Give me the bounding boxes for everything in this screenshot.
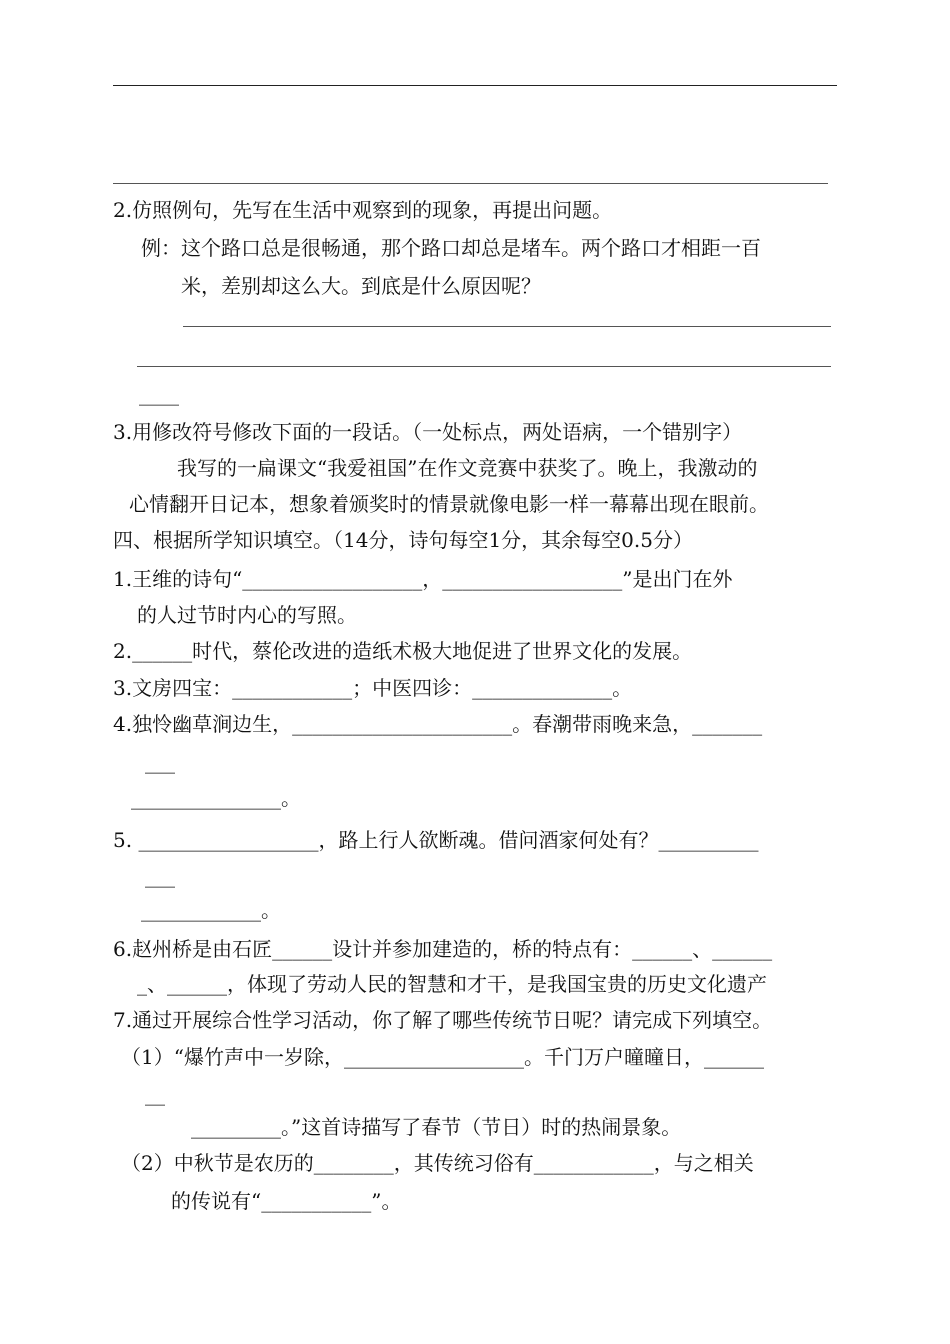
answer-line[interactable] (183, 326, 831, 327)
item-7-2: （2）中秋节是农历的________，其传统习俗有____________，与之相关 (121, 1151, 754, 1175)
item-5-cont: ___ (145, 864, 175, 888)
item-7-1: （1）“爆竹声中一岁除，__________________。千门万户曈曈日，______ (121, 1045, 764, 1069)
item-7-1-cont: __ (145, 1082, 165, 1106)
item-4: 4.独怜幽草涧边生，______________________。春潮带雨晚来急，_______ (113, 712, 763, 736)
item-1-cont: 的人过节时内心的写照。 (137, 603, 357, 627)
item-6: 6.赵州桥是由石匠______设计并参加建造的，桥的特点有：______、______ (113, 937, 773, 961)
item-7-1-cont2: _________。”这首诗描写了春节（节日）时的热闹景象。 (191, 1115, 682, 1139)
question-2-example: 例：这个路口总是很畅通，那个路口却总是堵车。两个路口才相距一百 (141, 236, 761, 260)
answer-line (113, 183, 828, 184)
header-rule (113, 85, 837, 86)
answer-line-tail: ____ (139, 382, 179, 406)
question-2-prompt: 2.仿照例句，先写在生活中观察到的现象，再提出问题。 (113, 198, 613, 222)
item-4-cont: ___ (145, 750, 175, 774)
item-3: 3.文房四宝：____________；中医四诊：______________。 (113, 676, 633, 700)
item-7-prompt: 7.通过开展综合性学习活动，你了解了哪些传统节日呢？请完成下列填空。 (113, 1008, 773, 1032)
section-4-heading: 四、根据所学知识填空。（14分，诗句每空1分，其余每空0.5分） (113, 528, 693, 552)
item-2: 2.______时代，蔡伦改进的造纸术极大地促进了世界文化的发展。 (113, 639, 693, 663)
item-7-2-cont: 的传说有“___________”。 (171, 1189, 402, 1213)
question-3-paragraph-cont: 心情翻开日记本，想象着颁奖时的情景就像电影一样一幕幕出现在眼前。 (129, 492, 769, 516)
item-5-cont2: ____________。 (141, 898, 281, 922)
item-5: 5. __________________，路上行人欲断魂。借问酒家何处有？__________ (113, 828, 759, 852)
question-3-prompt: 3.用修改符号修改下面的一段话。（一处标点，两处语病，一个错别字） (113, 420, 743, 444)
item-1: 1.王维的诗句“__________________，__________________”是出门在外 (113, 567, 733, 591)
answer-line[interactable] (137, 366, 831, 367)
question-3-paragraph: 我写的一扁课文“我爱祖国”在作文竞赛中获奖了。晚上，我激动的 (177, 456, 758, 480)
item-4-cont2: _______________。 (131, 786, 301, 810)
question-2-example-cont: 米，差别却这么大。到底是什么原因呢？ (181, 274, 541, 298)
item-6-cont: _、______，体现了劳动人民的智慧和才干，是我国宝贵的历史文化遗产 (137, 972, 767, 996)
